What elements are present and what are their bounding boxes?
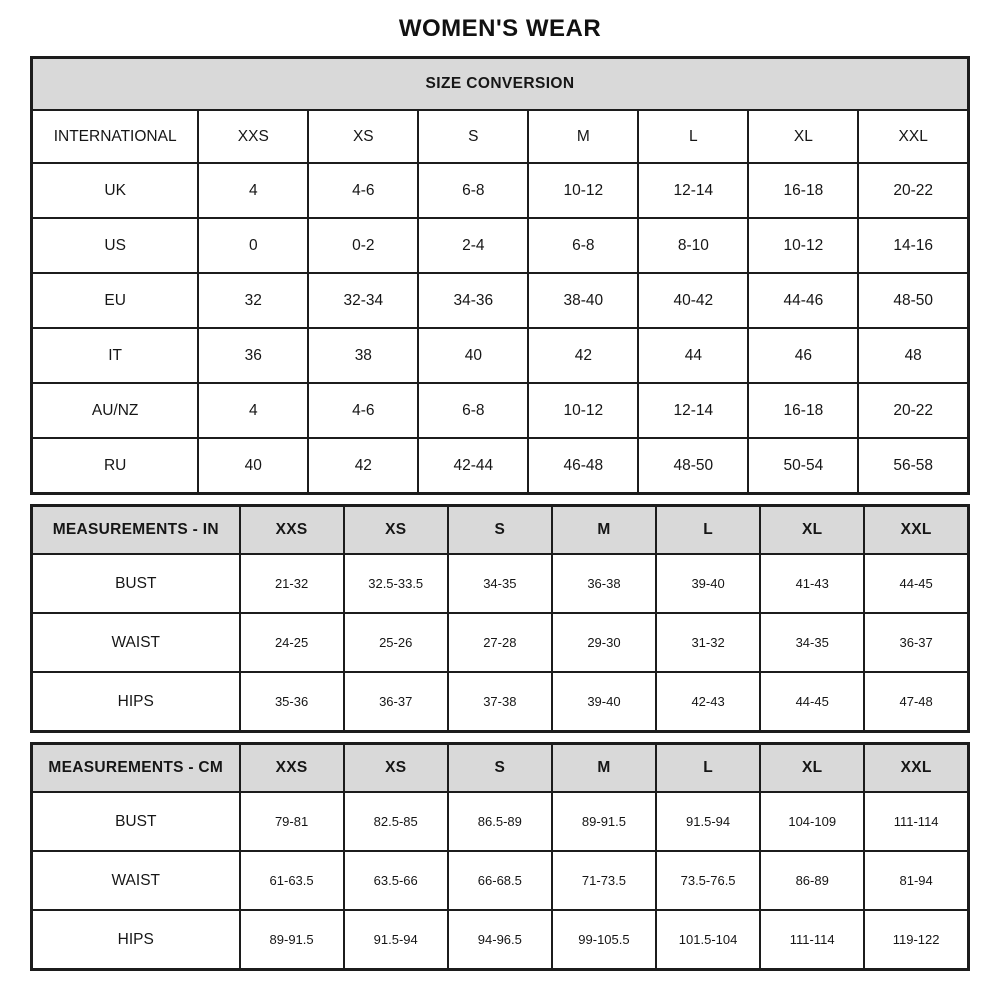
table-cell: 44-45 [760, 672, 864, 732]
table-cell: 44-46 [748, 273, 858, 328]
table-cell: 4-6 [308, 163, 418, 218]
table-cell: 44 [638, 328, 748, 383]
table-cell: 27-28 [448, 613, 552, 672]
table-row [32, 218, 969, 273]
row-label: HIPS [32, 672, 240, 732]
table-cell: 56-58 [858, 438, 968, 494]
table-row [32, 438, 969, 494]
table-cell: 10-12 [528, 163, 638, 218]
table-cell: 35-36 [240, 672, 344, 732]
column-header-row [32, 110, 969, 163]
table-cell: 2-4 [418, 218, 528, 273]
table-cell: 42 [528, 328, 638, 383]
table-cell: 73.5-76.5 [656, 851, 760, 910]
table-cell: 34-35 [448, 554, 552, 613]
table-cell: 44-45 [864, 554, 968, 613]
row-label: BUST [32, 554, 240, 613]
table-cell: 63.5-66 [344, 851, 448, 910]
column-header: XL [760, 744, 864, 793]
table-cell: 12-14 [638, 163, 748, 218]
table-cell: 50-54 [748, 438, 858, 494]
page-title: WOMEN'S WEAR [398, 15, 602, 42]
table-cell: 16-18 [748, 163, 858, 218]
table-cell: 66-68.5 [448, 851, 552, 910]
table-row [32, 383, 969, 438]
column-header: XL [748, 110, 858, 163]
row-label: AU/NZ [32, 383, 199, 438]
table-cell: 40-42 [638, 273, 748, 328]
column-header: XXL [858, 110, 968, 163]
table-row [32, 851, 969, 910]
column-header-row [32, 506, 969, 555]
table-cell: 24-25 [240, 613, 344, 672]
table-cell: 48 [858, 328, 968, 383]
table-title: SIZE CONVERSION [32, 58, 969, 111]
row-label: WAIST [32, 613, 240, 672]
table-cell: 29-30 [552, 613, 656, 672]
column-header: XS [308, 110, 418, 163]
table-cell: 41-43 [760, 554, 864, 613]
table-cell: 25-26 [344, 613, 448, 672]
table-cell: 36-37 [864, 613, 968, 672]
table-cell: 0-2 [308, 218, 418, 273]
measurements-in-table [30, 504, 970, 733]
column-header: S [418, 110, 528, 163]
table-cell: 101.5-104 [656, 910, 760, 970]
table-row [32, 554, 969, 613]
row-label: IT [32, 328, 199, 383]
column-header: XXS [198, 110, 308, 163]
table-cell: 111-114 [760, 910, 864, 970]
column-header: S [448, 506, 552, 555]
header-label: MEASUREMENTS - CM [32, 744, 240, 793]
row-label: HIPS [32, 910, 240, 970]
column-header: L [656, 506, 760, 555]
measurements-cm-table [30, 742, 970, 971]
table-row [32, 792, 969, 851]
table-cell: 82.5-85 [344, 792, 448, 851]
table-cell: 61-63.5 [240, 851, 344, 910]
row-label: RU [32, 438, 199, 494]
table-cell: 46 [748, 328, 858, 383]
table-cell: 38 [308, 328, 418, 383]
header-label: MEASUREMENTS - IN [32, 506, 240, 555]
table-cell: 104-109 [760, 792, 864, 851]
table-cell: 40 [418, 328, 528, 383]
table-cell: 8-10 [638, 218, 748, 273]
table-cell: 10-12 [528, 383, 638, 438]
table-row [32, 672, 969, 732]
column-header: XL [760, 506, 864, 555]
table-row [32, 910, 969, 970]
table-cell: 89-91.5 [240, 910, 344, 970]
table-cell: 32-34 [308, 273, 418, 328]
table-cell: 42-43 [656, 672, 760, 732]
row-label: EU [32, 273, 199, 328]
table-row [32, 328, 969, 383]
table-cell: 42-44 [418, 438, 528, 494]
row-label: UK [32, 163, 199, 218]
table-cell: 4 [198, 383, 308, 438]
table-cell: 36 [198, 328, 308, 383]
table-cell: 79-81 [240, 792, 344, 851]
table-cell: 6-8 [528, 218, 638, 273]
table-cell: 6-8 [418, 163, 528, 218]
table-cell: 37-38 [448, 672, 552, 732]
row-label: US [32, 218, 199, 273]
column-header: XS [344, 744, 448, 793]
size-conversion-table [30, 56, 970, 495]
table-row [32, 273, 969, 328]
table-cell: 16-18 [748, 383, 858, 438]
table-cell: 12-14 [638, 383, 748, 438]
table-cell: 32 [198, 273, 308, 328]
table-cell: 48-50 [638, 438, 748, 494]
table-cell: 119-122 [864, 910, 968, 970]
column-header: XXS [240, 744, 344, 793]
column-header: XS [344, 506, 448, 555]
table-cell: 38-40 [528, 273, 638, 328]
table-row [32, 613, 969, 672]
table-cell: 36-37 [344, 672, 448, 732]
table-cell: 89-91.5 [552, 792, 656, 851]
table-cell: 48-50 [858, 273, 968, 328]
table-cell: 6-8 [418, 383, 528, 438]
table-cell: 21-32 [240, 554, 344, 613]
table-cell: 39-40 [552, 672, 656, 732]
column-header: L [656, 744, 760, 793]
table-cell: 34-36 [418, 273, 528, 328]
table-cell: 71-73.5 [552, 851, 656, 910]
table-cell: 31-32 [656, 613, 760, 672]
table-cell: 81-94 [864, 851, 968, 910]
table-cell: 46-48 [528, 438, 638, 494]
table-cell: 4 [198, 163, 308, 218]
column-header: XXL [864, 506, 968, 555]
table-cell: 14-16 [858, 218, 968, 273]
table-cell: 32.5-33.5 [344, 554, 448, 613]
column-header: M [528, 110, 638, 163]
table-cell: 99-105.5 [552, 910, 656, 970]
table-cell: 91.5-94 [344, 910, 448, 970]
table-cell: 42 [308, 438, 418, 494]
column-header: M [552, 506, 656, 555]
header-label: INTERNATIONAL [32, 110, 199, 163]
table-row [32, 163, 969, 218]
table-cell: 20-22 [858, 163, 968, 218]
table-cell: 34-35 [760, 613, 864, 672]
row-label: WAIST [32, 851, 240, 910]
column-header: XXS [240, 506, 344, 555]
table-cell: 20-22 [858, 383, 968, 438]
table-cell: 39-40 [656, 554, 760, 613]
table-cell: 40 [198, 438, 308, 494]
table-cell: 111-114 [864, 792, 968, 851]
table-cell: 0 [198, 218, 308, 273]
table-title-row [32, 58, 969, 111]
column-header: L [638, 110, 748, 163]
column-header: M [552, 744, 656, 793]
table-cell: 36-38 [552, 554, 656, 613]
table-cell: 91.5-94 [656, 792, 760, 851]
column-header: S [448, 744, 552, 793]
table-cell: 86-89 [760, 851, 864, 910]
column-header: XXL [864, 744, 968, 793]
table-cell: 86.5-89 [448, 792, 552, 851]
table-cell: 47-48 [864, 672, 968, 732]
table-cell: 4-6 [308, 383, 418, 438]
table-cell: 10-12 [748, 218, 858, 273]
row-label: BUST [32, 792, 240, 851]
table-cell: 94-96.5 [448, 910, 552, 970]
column-header-row [32, 744, 969, 793]
